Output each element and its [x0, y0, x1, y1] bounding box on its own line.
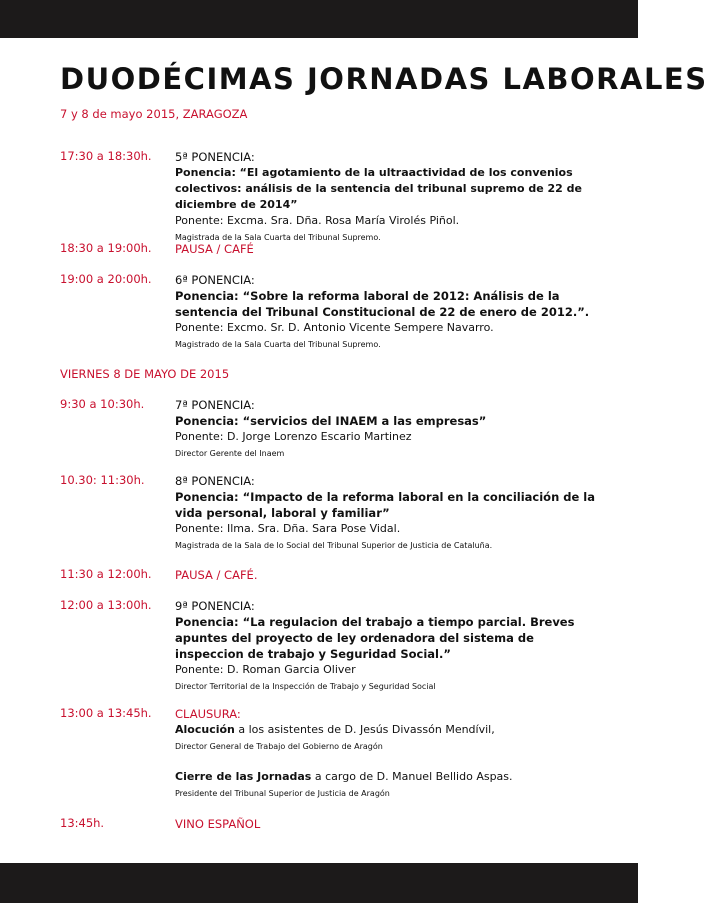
speaker: Ponente: Excmo. Sr. D. Antonio Vicente Sempere Navarro. [175, 321, 494, 334]
session-time: 19:00 a 20:00h. [60, 272, 152, 286]
event-date-location: 7 y 8 de mayo 2015, ZARAGOZA [60, 107, 248, 121]
session-content [175, 706, 595, 800]
session-time: 11:30 a 12:00h. [60, 567, 152, 581]
session-content [175, 397, 595, 460]
day-heading: VIERNES 8 DE MAYO DE 2015 [60, 367, 230, 381]
session-time: 13:45h. [60, 816, 105, 830]
talk-title: Ponencia: “Sobre la reforma laboral de 2012: Análisis de la sentencia del Tribunal Constitucional de 22 de enero de 2012.”. [175, 289, 590, 319]
talk-title: Ponencia: “El agotamiento de la ultraactividad de los convenios colectivos: análisis de la sentencia del tribunal supremo de 22 de diciembre de 2014” [175, 166, 582, 211]
closing-address-rest: a los asistentes de D. Jesús Divassón Mendívil, [234, 723, 495, 736]
bottom-bar [0, 863, 638, 903]
session-time: 17:30 a 18:30h. [60, 149, 152, 163]
speaker-role: Director Territorial de la Inspección de Trabajo y Seguridad Social [175, 682, 436, 691]
session-label: VINO ESPAÑOL [175, 817, 261, 831]
session-content [175, 567, 595, 583]
session-label: PAUSA / CAFÉ [175, 242, 254, 256]
speaker: Ponente: Ilma. Sra. Dña. Sara Pose Vidal. [175, 522, 401, 535]
session-time: 13:00 a 13:45h. [60, 706, 152, 720]
session-label: 7ª PONENCIA: [175, 398, 255, 412]
speaker-role: Magistrada de la Sala Cuarta del Tribunal Supremo. [175, 233, 381, 242]
session-label: PAUSA / CAFÉ. [175, 568, 258, 582]
talk-title: Ponencia: “La regulacion del trabajo a tiempo parcial. Breves apuntes del proyecto de ley ordenadora del sistema de inspeccion de trabajo y Seguridad Social.” [175, 615, 575, 661]
closing-address-bold: Alocución [175, 723, 235, 736]
speaker: Ponente: Excma. Sra. Dña. Rosa María Virolés Piñol. [175, 214, 460, 227]
speaker-role: Magistrada de la Sala de lo Social del Tribunal Superior de Justicia de Cataluña. [175, 541, 493, 550]
session-content [175, 241, 595, 257]
session-content [175, 598, 595, 693]
session-time: 9:30 a 10:30h. [60, 397, 145, 411]
session-label: 9ª PONENCIA: [175, 599, 255, 613]
session-content [175, 149, 595, 244]
closing-end-rest: a cargo de D. Manuel Bellido Aspas. [311, 770, 513, 783]
top-bar [0, 0, 638, 38]
speaker-role: Director Gerente del Inaem [175, 449, 285, 458]
speaker-role: Director General de Trabajo del Gobierno de Aragón [175, 742, 383, 751]
session-content [175, 272, 595, 351]
session-time: 18:30 a 19:00h. [60, 241, 152, 255]
page-title: DUODÉCIMAS JORNADAS LABORALES [60, 62, 708, 96]
session-content [175, 473, 595, 552]
speaker: Ponente: D. Jorge Lorenzo Escario Martinez [175, 430, 412, 443]
closing-end-bold: Cierre de las Jornadas [175, 770, 312, 783]
closing-end [175, 769, 595, 785]
talk-title: Ponencia: “Impacto de la reforma laboral en la conciliación de la vida personal, laboral y familiar” [175, 490, 595, 520]
session-time: 10.30: 11:30h. [60, 473, 145, 487]
session-label: 8ª PONENCIA: [175, 474, 255, 488]
speaker-role: Magistrado de la Sala Cuarta del Tribunal Supremo. [175, 340, 381, 349]
speaker: Ponente: D. Roman Garcia Oliver [175, 663, 356, 676]
speaker-role: Presidente del Tribunal Superior de Justicia de Aragón [175, 789, 390, 798]
session-content [175, 816, 595, 832]
talk-title: Ponencia: “servicios del INAEM a las empresas” [175, 414, 487, 428]
session-time: 12:00 a 13:00h. [60, 598, 152, 612]
session-label: CLAUSURA: [175, 707, 241, 721]
closing-address [175, 722, 595, 738]
spacer [175, 753, 595, 769]
session-label: 5ª PONENCIA: [175, 150, 255, 164]
session-label: 6ª PONENCIA: [175, 273, 255, 287]
